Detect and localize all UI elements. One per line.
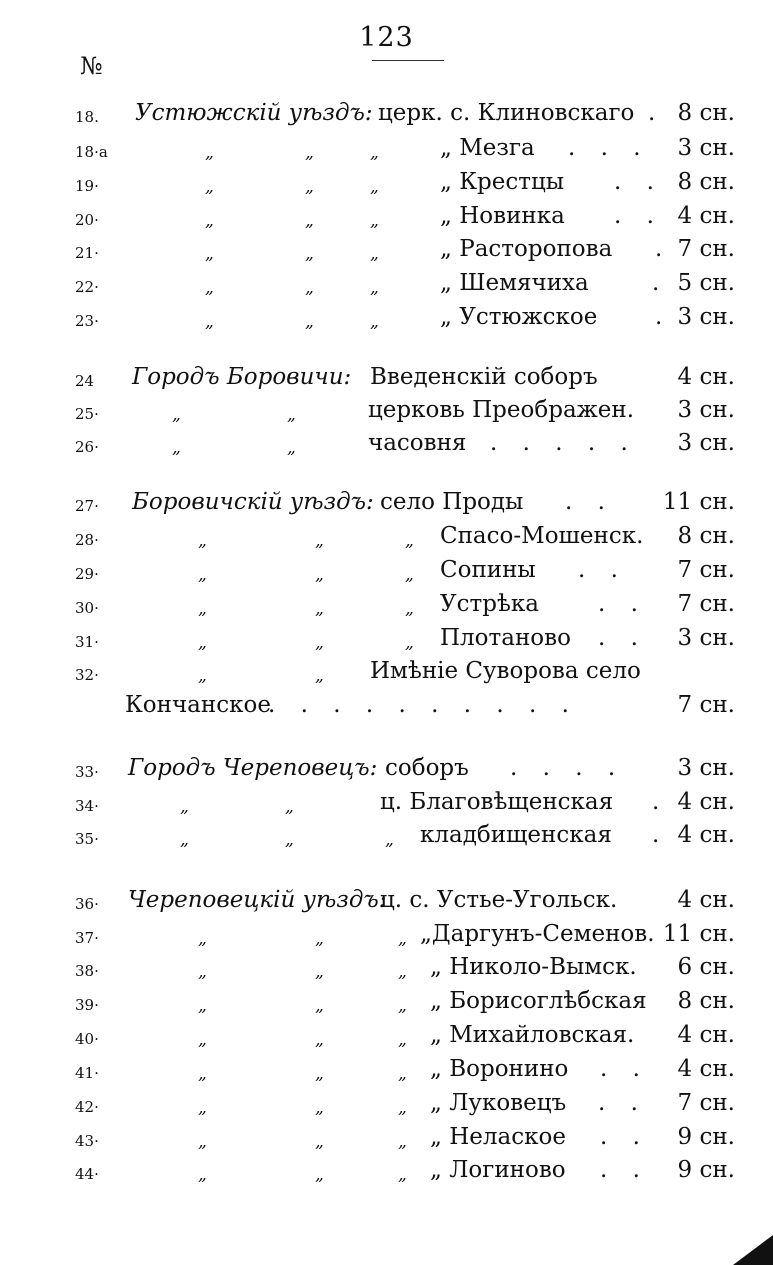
entry-number: 28· xyxy=(75,531,99,549)
ditto-mark: „ xyxy=(398,962,407,982)
ditto-mark: „ xyxy=(287,438,296,458)
entry-number: 18. xyxy=(75,108,99,126)
ditto-mark: „ xyxy=(405,599,414,619)
ditto-mark: „ xyxy=(305,211,314,231)
ditto-mark: „ xyxy=(198,666,207,686)
ditto-mark: „ xyxy=(305,312,314,332)
entry-text: село Проды xyxy=(380,489,524,515)
entry-amount: 3 сн. xyxy=(677,397,735,423)
entry-text: . xyxy=(652,270,660,296)
ditto-mark: „ xyxy=(205,244,214,264)
ditto-mark: „ xyxy=(198,1165,207,1185)
entry-text: Спасо-Мошенск. xyxy=(440,523,644,549)
table-row xyxy=(0,885,773,919)
entry-amount: 7 сн. xyxy=(677,557,735,583)
entry-amount: 4 сн. xyxy=(677,822,735,848)
entry-number: 23· xyxy=(75,312,99,330)
ditto-mark: „ xyxy=(398,1030,407,1050)
entry-amount: 3 сн. xyxy=(677,304,735,330)
entry-number: 26· xyxy=(75,438,99,456)
entry-text: Плотаново xyxy=(440,625,571,651)
entry-amount: 4 сн. xyxy=(677,364,735,390)
leader-dots: . . xyxy=(598,591,647,617)
entry-text: „ Михайловская. xyxy=(430,1022,635,1048)
table-row xyxy=(0,201,773,235)
leader-dots: . . . . . xyxy=(490,430,637,456)
ditto-mark: „ xyxy=(370,211,379,231)
ditto-mark: „ xyxy=(205,278,214,298)
table-row xyxy=(0,1155,773,1189)
entry-number: 27· xyxy=(75,497,99,515)
entry-number: 20· xyxy=(75,211,99,229)
ditto-mark: „ xyxy=(315,1132,324,1152)
ditto-mark: „ xyxy=(198,962,207,982)
entry-number: 42· xyxy=(75,1098,99,1116)
ditto-mark: „ xyxy=(180,830,189,850)
ditto-mark: „ xyxy=(315,565,324,585)
entry-text: . xyxy=(655,236,663,262)
entry-amount: 7 сн. xyxy=(677,236,735,262)
entry-text: „ Устюжское xyxy=(440,304,598,330)
entry-number: 44· xyxy=(75,1165,99,1183)
ditto-mark: „ xyxy=(398,1098,407,1118)
column-header-number: № xyxy=(80,52,103,80)
ditto-mark: „ xyxy=(398,929,407,949)
entry-amount: 8 сн. xyxy=(677,169,735,195)
ditto-mark: „ xyxy=(315,633,324,653)
entry-text: . xyxy=(652,789,660,815)
entry-amount: 7 сн. xyxy=(677,1090,735,1116)
entry-text: „ Борисоглѣбская xyxy=(430,988,647,1014)
entry-text: церк. с. Клиновскаго xyxy=(378,100,635,126)
entry-text: Сопины xyxy=(440,557,536,583)
ditto-mark: „ xyxy=(398,1165,407,1185)
entry-text: „ Нелаское xyxy=(430,1124,566,1150)
entry-text: „ Николо-Вымск. xyxy=(430,954,637,980)
entry-text: „ Луковецъ xyxy=(430,1090,567,1116)
table-row xyxy=(0,623,773,657)
entry-text: „ Мезга xyxy=(440,135,535,161)
table-row xyxy=(0,589,773,623)
entry-number: 43· xyxy=(75,1132,99,1150)
ditto-mark: „ xyxy=(198,996,207,1016)
leader-dots: . . xyxy=(600,1157,649,1183)
entry-amount: 8 сн. xyxy=(677,100,735,126)
entry-number: 35· xyxy=(75,830,99,848)
entry-number: 25· xyxy=(75,405,99,423)
leader-dots: . . xyxy=(598,625,647,651)
entry-text: . xyxy=(648,100,656,126)
ditto-mark: „ xyxy=(315,1064,324,1084)
table-row xyxy=(0,428,773,462)
leader-dots: . . xyxy=(600,1124,649,1150)
ditto-mark: „ xyxy=(198,1030,207,1050)
entry-amount: 11 сн. xyxy=(662,489,735,515)
ditto-mark: „ xyxy=(398,1064,407,1084)
leader-dots: . . . . xyxy=(510,755,625,781)
ditto-mark: „ xyxy=(198,1098,207,1118)
entry-amount: 4 сн. xyxy=(677,1022,735,1048)
entry-text: Городъ Боровичи: xyxy=(132,364,352,390)
leader-dots: . . xyxy=(614,169,663,195)
table-row xyxy=(0,787,773,821)
table-row xyxy=(0,1122,773,1156)
entry-text: Городъ Череповецъ: xyxy=(128,755,378,781)
ditto-mark: „ xyxy=(305,143,314,163)
entry-text: церковь Преображен. xyxy=(368,397,635,423)
table-row xyxy=(0,1054,773,1088)
entry-number: 37· xyxy=(75,929,99,947)
entry-number: 30· xyxy=(75,599,99,617)
page-number-rule xyxy=(372,60,444,61)
table-row xyxy=(0,167,773,201)
entry-text: Боровичскій уѣздъ: xyxy=(132,489,374,515)
entry-number: 32· xyxy=(75,666,99,684)
entry-amount: 11 сн. xyxy=(662,921,735,947)
ditto-mark: „ xyxy=(370,244,379,264)
entry-text: „ Новинка xyxy=(440,203,565,229)
ditto-mark: „ xyxy=(205,143,214,163)
entry-amount: 7 сн. xyxy=(677,692,735,718)
entry-amount: 6 сн. xyxy=(677,954,735,980)
ditto-mark: „ xyxy=(205,211,214,231)
entry-amount: 4 сн. xyxy=(677,203,735,229)
leader-dots: . . xyxy=(614,203,663,229)
entry-number: 40· xyxy=(75,1030,99,1048)
table-row xyxy=(0,986,773,1020)
ditto-mark: „ xyxy=(398,996,407,1016)
table-row xyxy=(0,1020,773,1054)
table-row xyxy=(0,234,773,268)
ditto-mark: „ xyxy=(315,1098,324,1118)
ditto-mark: „ xyxy=(405,531,414,551)
ditto-mark: „ xyxy=(198,531,207,551)
ditto-mark: „ xyxy=(405,633,414,653)
entry-number: 41· xyxy=(75,1064,99,1082)
ditto-mark: „ xyxy=(287,405,296,425)
entry-text: „ Воронино xyxy=(430,1056,569,1082)
ditto-mark: „ xyxy=(285,830,294,850)
table-row xyxy=(0,753,773,787)
entry-text: Устюжскій уѣздъ: xyxy=(135,100,373,126)
table-row xyxy=(0,487,773,521)
entry-text: соборъ xyxy=(385,755,469,781)
ditto-mark: „ xyxy=(370,177,379,197)
entry-text: „ Расторопова xyxy=(440,236,613,262)
entry-text: . xyxy=(652,822,660,848)
table-row xyxy=(0,1088,773,1122)
entry-number: 19· xyxy=(75,177,99,195)
ditto-mark: „ xyxy=(385,830,394,850)
entry-amount: 9 сн. xyxy=(677,1157,735,1183)
entry-text: . xyxy=(655,304,663,330)
entry-text: Череповецкій уѣздъ: xyxy=(128,887,387,913)
ditto-mark: „ xyxy=(315,929,324,949)
entry-text: Кончанское xyxy=(125,692,271,718)
ditto-mark: „ xyxy=(198,633,207,653)
table-row xyxy=(0,133,773,167)
entry-text: Устрѣка xyxy=(440,591,539,617)
entry-text: ц. Благовѣщенская xyxy=(380,789,614,815)
entry-number: 21· xyxy=(75,244,99,262)
entry-text: Введенскій соборъ xyxy=(370,364,598,390)
ditto-mark: „ xyxy=(315,996,324,1016)
entry-number: 38· xyxy=(75,962,99,980)
leader-dots: . . . xyxy=(568,135,650,161)
entry-number: 33· xyxy=(75,763,99,781)
page-corner-mark xyxy=(733,1235,773,1265)
entry-number: 22· xyxy=(75,278,99,296)
table-row xyxy=(0,656,773,690)
ditto-mark: „ xyxy=(198,1132,207,1152)
entry-text: „ Шемячиха xyxy=(440,270,589,296)
ditto-mark: „ xyxy=(315,1030,324,1050)
ditto-mark: „ xyxy=(172,438,181,458)
table-row xyxy=(0,690,773,724)
entry-number: 31· xyxy=(75,633,99,651)
ditto-mark: „ xyxy=(405,565,414,585)
leader-dots: . . xyxy=(600,1056,649,1082)
ditto-mark: „ xyxy=(285,797,294,817)
entry-amount: 5 сн. xyxy=(677,270,735,296)
table-row xyxy=(0,919,773,953)
leader-dots: . . . . . . . . . . xyxy=(268,692,578,718)
ditto-mark: „ xyxy=(172,405,181,425)
table-row xyxy=(0,302,773,336)
entry-text: кладбищенская xyxy=(420,822,612,848)
table-row xyxy=(0,555,773,589)
leader-dots: . . xyxy=(565,489,614,515)
ditto-mark: „ xyxy=(315,599,324,619)
ditto-mark: „ xyxy=(315,962,324,982)
entry-text: „Даргунъ-Семенов. xyxy=(420,921,655,947)
ditto-mark: „ xyxy=(180,797,189,817)
table-row xyxy=(0,362,773,396)
entry-text: „ Логиново xyxy=(430,1157,566,1183)
entry-number: 39· xyxy=(75,996,99,1014)
entry-amount: 8 сн. xyxy=(677,523,735,549)
entry-number: 36· xyxy=(75,895,99,913)
table-row xyxy=(0,98,773,132)
ditto-mark: „ xyxy=(315,1165,324,1185)
page-number: 123 xyxy=(359,22,414,53)
ditto-mark: „ xyxy=(305,244,314,264)
entry-number: 29· xyxy=(75,565,99,583)
entry-number: 18·а xyxy=(75,143,108,161)
table-row xyxy=(0,521,773,555)
table-row xyxy=(0,268,773,302)
entry-amount: 3 сн. xyxy=(677,755,735,781)
entry-amount: 7 сн. xyxy=(677,591,735,617)
ditto-mark: „ xyxy=(370,143,379,163)
entry-amount: 3 сн. xyxy=(677,135,735,161)
entry-amount: 4 сн. xyxy=(677,789,735,815)
leader-dots: . . xyxy=(578,557,627,583)
ditto-mark: „ xyxy=(370,278,379,298)
entry-number: 24 xyxy=(75,372,95,390)
entry-text: часовня xyxy=(368,430,467,456)
ditto-mark: „ xyxy=(315,531,324,551)
ditto-mark: „ xyxy=(205,177,214,197)
entry-amount: 4 сн. xyxy=(677,1056,735,1082)
table-row xyxy=(0,952,773,986)
entry-amount: 9 сн. xyxy=(677,1124,735,1150)
ditto-mark: „ xyxy=(398,1132,407,1152)
ditto-mark: „ xyxy=(198,565,207,585)
ditto-mark: „ xyxy=(205,312,214,332)
ditto-mark: „ xyxy=(305,177,314,197)
entry-text: Имѣніе Суворова село xyxy=(370,658,641,684)
entry-text: „ Крестцы xyxy=(440,169,565,195)
ditto-mark: „ xyxy=(305,278,314,298)
ditto-mark: „ xyxy=(315,666,324,686)
table-row xyxy=(0,395,773,429)
ditto-mark: „ xyxy=(370,312,379,332)
table-row xyxy=(0,820,773,854)
ditto-mark: „ xyxy=(198,1064,207,1084)
entry-number: 34· xyxy=(75,797,99,815)
entry-text: ц. с. Устье-Угольск. xyxy=(380,887,618,913)
leader-dots: . . xyxy=(598,1090,647,1116)
entry-amount: 3 сн. xyxy=(677,430,735,456)
ditto-mark: „ xyxy=(198,929,207,949)
entry-amount: 8 сн. xyxy=(677,988,735,1014)
ditto-mark: „ xyxy=(198,599,207,619)
entry-amount: 4 сн. xyxy=(677,887,735,913)
entry-amount: 3 сн. xyxy=(677,625,735,651)
